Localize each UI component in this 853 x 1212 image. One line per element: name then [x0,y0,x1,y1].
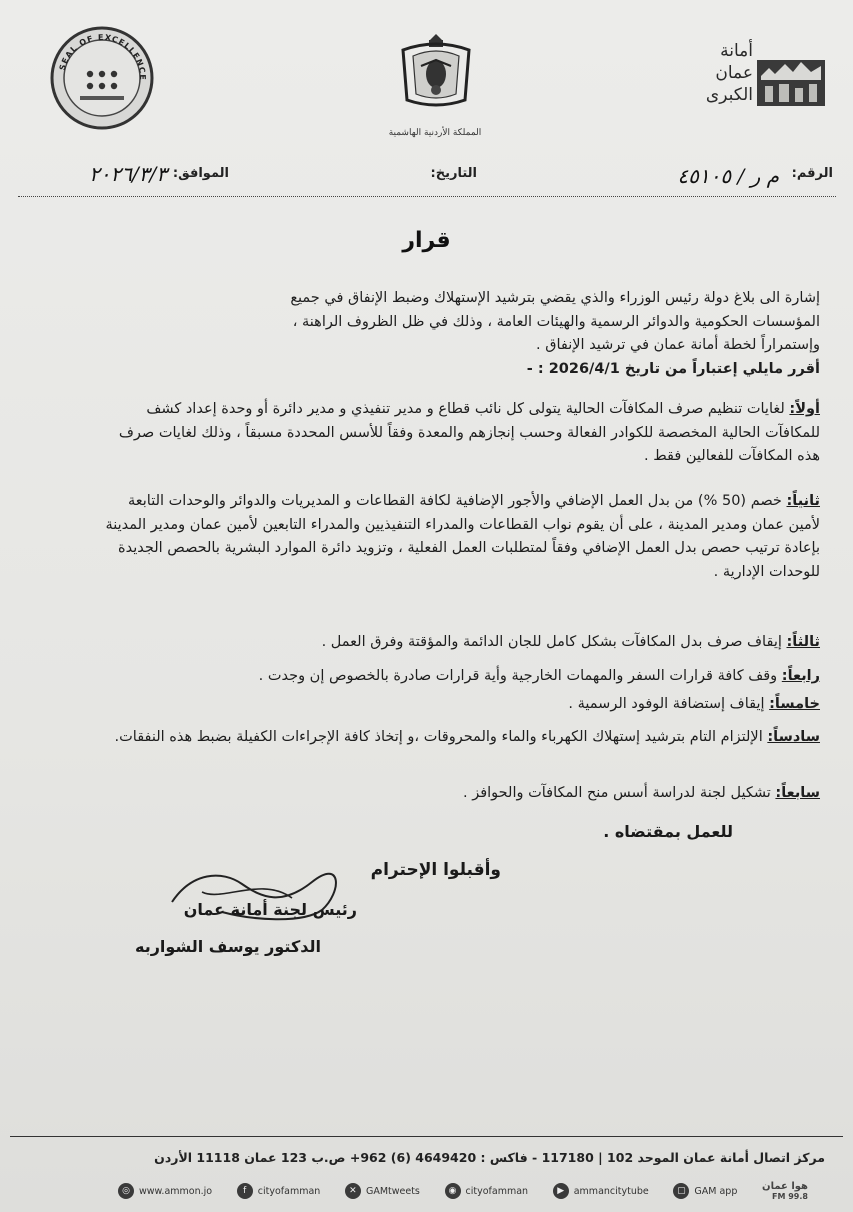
intro-paragraph [98,287,820,381]
jordan-crest-icon [393,30,479,116]
reference-row [0,160,853,200]
amman-logo-text [683,40,753,106]
reference-number-label: الرقم: [791,166,833,181]
svg-text:SEAL OF EXCELLENCE: SEAL OF EXCELLENCE [57,32,148,81]
footer-divider [10,1136,843,1137]
item-text: خصم (50 %) من بدل العمل الإضافي والأجور الإضافية لكافة القطاعات و المديريات والدوائر والوحدات التابعة لأمين عمان ومدير المدينة ، على أن يقوم نواب القطاعات والمدراء التنفيذيين والمدراء التابعين لأمين عمان ومدير المدينة بإعادة ترتيب حصص بدل العمل الإضافي وفقاً لمتطلبات العمل الفعلية ، وتزويد دائرة الموارد البشرية بالحصص الجديدة للوحدات الإدارية . [105,493,820,580]
social-label: GAM app [694,1185,738,1197]
document-title: قرار [402,228,451,253]
org-name-line2: عمان [715,63,753,83]
social-youtube[interactable] [553,1183,649,1199]
item-ordinal: ثانياً: [786,493,820,509]
social-facebook[interactable] [237,1183,321,1199]
crest-caption: المملكة الأردنية الهاشمية [388,128,482,138]
item-2 [98,490,820,584]
regards-line: وأقبلوا الإحترام [370,860,501,880]
social-instagram[interactable] [445,1183,529,1199]
item-text: وقف كافة قرارات السفر والمهمات الخارجية وأية قرارات صادرة بالخصوص إن وجدت . [258,668,778,684]
social-label: ammancitytube [573,1185,649,1197]
facebook-icon: f [237,1183,253,1199]
item-ordinal: رابعاً: [781,668,820,684]
item-ordinal: أولاً: [789,401,820,417]
org-name-line3: الكبرى [705,85,753,105]
org-name-line1: أمانة [720,41,753,61]
radio-name: هوا عمان [762,1181,808,1192]
intro-line2: المؤسسات الحكومية والدوائر الرسمية والهيئات العامة ، وذلك في ظل الظروف الراهنة ، [292,313,820,330]
social-links [118,1180,808,1202]
seal-of-excellence-logo [50,26,154,130]
web-icon: ◎ [118,1183,134,1199]
social-label: cityofamman [465,1185,529,1197]
item-4 [98,665,820,689]
signer-title: رئيس لجنة أمانة عمان [183,900,357,919]
radio-frequency: 99.8 FM [771,1192,808,1201]
letterhead [0,0,853,160]
item-text: تشكيل لجنة لدراسة أسس منح المكافآت والحوافز . [463,785,771,801]
item-text: الإلتزام التام بترشيد إستهلاك الكهرباء والماء والمحروقات ،و إتخاذ كافة الإجراءات الكفيلة بضبط هذه النفقات. [114,729,763,745]
amman-skyline-logo [755,46,827,108]
item-7 [98,782,820,806]
reference-divider [18,196,836,197]
item-ordinal: سادساً: [767,729,820,745]
item-1 [98,398,820,469]
social-label: GAMtweets [365,1185,420,1197]
date-label: التاريخ: [430,166,477,181]
hijri-date-label: الموافق: [172,166,229,181]
item-ordinal: خامساً: [769,696,820,712]
social-label: cityofamman [257,1185,321,1197]
resolve-line: أقرر مايلي إعتباراً من تاريخ 2026/4/1 : - [526,360,820,377]
item-text: إيقاف إستضافة الوفود الرسمية . [568,696,765,712]
social-label: www.ammon.jo [139,1185,213,1197]
twitter-icon: ✕ [345,1183,361,1199]
footer-contact: مركز اتصال أمانة عمان الموحد 102 | 117180 - فاكس : 4649420 (6) 962+ ص.ب 123 عمان 11118 الأردن [154,1150,825,1165]
radio-logo [762,1181,808,1201]
social-twitter[interactable] [345,1183,420,1199]
signer-name: الدكتور يوسف الشواربه [135,937,321,956]
item-3 [98,631,820,655]
reference-number-value: م ر / ٤٥١٠٥ [677,164,779,188]
action-line: للعمل بمقتضاه . [603,822,733,841]
hijri-date-value: ٢٠٢٦/٣/٣ [89,162,167,186]
intro-line1: إشارة الى بلاغ دولة رئيس الوزراء والذي يقضي بترشيد الإستهلاك وضبط الإنفاق في جميع [290,290,820,306]
app-icon: ▢ [673,1183,689,1199]
item-6 [98,726,820,750]
social-app[interactable] [673,1183,737,1199]
item-ordinal: سابعاً: [775,785,820,801]
intro-line3: وإستمراراً لخطة أمانة عمان في ترشيد الإنفاق . [536,337,820,353]
instagram-icon: ◉ [445,1183,461,1199]
item-text: لغايات تنظيم صرف المكافآت الحالية يتولى كل نائب قطاع و مدير تنفيذي و مدير دائرة أو وحدة إعداد كشف للمكافآت الحالية المخصصة للكوادر الفعالة وحسب إنجازهم والمعدة وفقاً للأسس المحددة مسبقاً ، وذلك لغايات صرف هذه المكافآت للفعالين فقط . [118,401,820,464]
handwritten-signature [162,862,352,932]
item-text: إيقاف صرف بدل المكافآت بشكل كامل للجان الدائمة والمؤقتة وفرق العمل . [321,634,782,650]
item-ordinal: ثالثاً: [786,634,820,650]
item-5 [98,693,820,717]
youtube-icon: ▶ [553,1183,569,1199]
social-web[interactable] [118,1183,212,1199]
